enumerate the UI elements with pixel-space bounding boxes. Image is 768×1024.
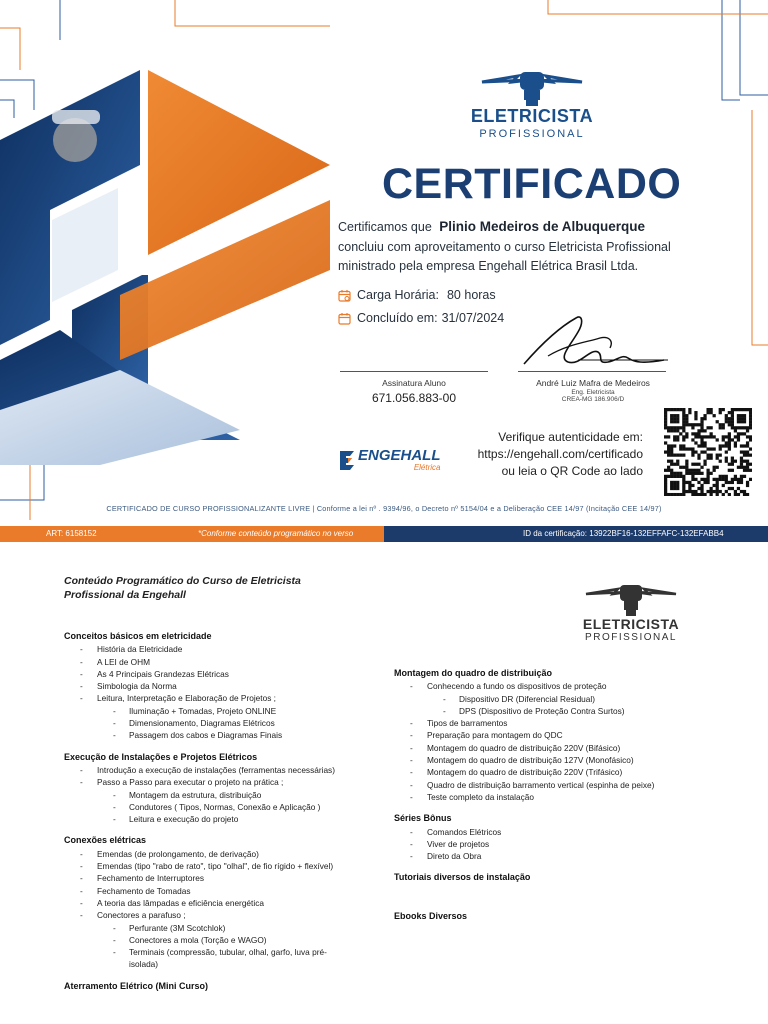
syllabus-item: - Viver de projetos [394,838,694,850]
engehall-logo [338,448,441,472]
syllabus-section [64,980,384,992]
syllabus-item: - Direto da Obra [394,850,694,862]
syllabus-item: - História da Eletricidade [64,643,384,655]
engineer-registration: CREA-MG 186.906/D [561,396,625,403]
syllabus-item: - Montagem do quadro de distribuição 127V (Monofásico) [394,754,694,766]
legal-note: CERTIFICADO DE CURSO PROFISSIONALIZANTE LIVRE | Conforme a lei nº . 9394/96, o Decreto nº 5154/04 e a Deliberação CEE 14/97 (Incitação CEE 14/97) [106,504,662,513]
course-line: concluiu com aproveitamento o curso Eletricista Profissional [338,240,671,254]
syllabus-section-title: Séries Bônus [394,813,452,824]
student-signature-line [340,371,488,372]
workload-row [338,288,496,302]
syllabus-item: - Perfurante (3M Scotchlok) [64,922,384,934]
engehall-sub: Elétrica [413,463,441,472]
syllabus-section-title: Aterramento Elétrico (Mini Curso) [64,980,209,991]
engineer-signature [518,308,668,372]
certify-prefix: Certificamos que [338,220,432,234]
syllabus-item-list [64,764,384,825]
calendar-icon [338,312,351,325]
engineer-name: André Luiz Mafra de Medeiros [536,378,650,388]
workload-label: Carga Horária: [357,288,439,302]
syllabus-item: - Fechamento de Interruptores [64,872,384,884]
completion-row [338,311,504,325]
syllabus-item: - Montagem do quadro de distribuição 220V (Bifásico) [394,742,694,754]
syllabus-section-title: Conceitos básicos em eletricidade [64,631,212,641]
syllabus-section [64,834,384,970]
syllabus-item: - Emendas (tipo "rabo de rato", tipo "olhal", de fio rígido + flexível) [64,860,384,872]
verify-instruction: Verifique autenticidade em: [498,430,643,444]
syllabus-item: - Montagem do quadro de distribuição 220V (Trifásico) [394,766,694,778]
syllabus-item: - DPS (Dispositivo de Proteção Contra Surtos) [394,705,694,717]
student-name: Plinio Medeiros de Albuquerque [439,219,646,234]
engineer-signature-line [518,371,666,372]
verify-link[interactable]: https://engehall.com/certificado [477,447,643,461]
syllabus-item: - Emendas (de prolongamento, de derivação) [64,848,384,860]
engehall-name: ENGEHALL [358,447,441,464]
completion-label: Concluído em: [357,311,438,325]
syllabus-section-title: Execução de Instalações e Projetos Elétricos [64,751,258,762]
syllabus-item: - Terminais (compressão, tubular, olhal, garfo, luva pré-isolada) [64,946,334,971]
certificate-title: CERTIFICADO [382,160,682,208]
workload-value: 80 horas [446,288,496,302]
syllabus-item: - Montagem da estrutura, distribuição [64,789,384,801]
syllabus-section [394,910,694,922]
engineer-role: Eng. Eletricista [571,389,615,396]
completion-value: 31/07/2024 [441,311,505,325]
syllabus-item: - Conhecendo a fundo os dispositivos de proteção [394,680,694,692]
syllabus-section [394,667,694,803]
syllabus-item: - A teoria das lâmpadas e eficiência energética [64,897,384,909]
syllabus-item: - Introdução a execução de instalações (ferramentas necessárias) [64,764,384,776]
fist-lightning-icon [572,580,690,616]
syllabus-item: - Conectores a parafuso ; [64,909,384,921]
fist-lightning-icon [462,66,602,106]
company-line: ministrado pela empresa Engehall Elétrica Brasil Ltda. [338,259,639,273]
syllabus-item: - As 4 Principais Grandezas Elétricas [64,668,384,680]
syllabus-section-title: Ebooks Diversos [394,910,468,921]
syllabus-item: - Passagem dos cabos e Diagramas Finais [64,729,384,741]
syllabus-section [394,871,694,883]
syllabus-page [0,542,768,1024]
syllabus-section [394,812,694,862]
qr-code-icon[interactable] [664,408,752,496]
syllabus-item: - Dimensionamento, Diagramas Elétricos [64,717,384,729]
verify-qr-hint: ou leia o QR Code ao lado [501,464,643,478]
engehall-mark-icon [338,449,356,471]
syllabus-item: - Teste completo da instalação [394,791,694,803]
syllabus-left-column [64,630,384,1018]
certificate-id: ID da certificação: 13922BF16-132EFFAFC-132EFABB4 [523,529,724,538]
syllabus-item: - Simbologia da Norma [64,680,384,692]
syllabus-item: - Preparação para montagem do QDC [394,729,694,741]
syllabus-item: - Leitura e execução do projeto [64,813,384,825]
student-document-number: 671.056.883-00 [371,391,457,405]
syllabus-item: - Iluminação + Tomadas, Projeto ONLINE [64,705,384,717]
syllabus-item-list [394,826,694,863]
syllabus-item-list [64,848,384,971]
syllabus-item-list [64,643,384,741]
syllabus-title-line2: Profissional da Engehall [64,589,186,601]
eletricista-logo [462,66,602,140]
calendar-clock-icon [338,289,351,302]
syllabus-item: - Condutores ( Tipos, Normas, Conexão e Aplicação ) [64,801,384,813]
syllabus-title [64,574,301,602]
syllabus-item: - Conectores a mola (Torção e WAGO) [64,934,384,946]
syllabus-item: - Tipos de barramentos [394,717,694,729]
syllabus-item: - Comandos Elétricos [394,826,694,838]
syllabus-item: - Quadro de distribuição barramento vertical (espinha de peixe) [394,779,694,791]
syllabus-notice: *Conforme conteúdo programático no verso [198,529,354,538]
syllabus-item: - Leitura, Interpretação e Elaboração de Projetos ; [64,692,384,704]
syllabus-item: - Dispositivo DR (Diferencial Residual) [394,693,694,705]
student-signature-label: Assinatura Aluno [382,378,446,388]
syllabus-item: - Passo a Passo para executar o projeto na prática ; [64,776,384,788]
logo-subtitle: PROFISSIONAL [479,128,585,140]
syllabus-item: - A LEI de OHM [64,656,384,668]
logo-title: ELETRICISTA [582,616,680,632]
syllabus-item-list [394,680,694,803]
syllabus-item: - Fechamento de Tomadas [64,885,384,897]
syllabus-section [64,751,384,826]
syllabus-section-title: Conexões elétricas [64,835,147,846]
certify-line [338,219,645,234]
art-number: ART: 6158152 [46,529,97,538]
logo-title: ELETRICISTA [470,106,594,126]
syllabus-title-line1: Conteúdo Programático do Curso de Eletricista [64,575,301,587]
info-bar [0,526,768,542]
hero-artwork [0,70,340,470]
eletricista-logo-gray [572,580,690,643]
syllabus-section [64,630,384,742]
syllabus-section-title: Tutoriais diversos de instalação [394,872,531,883]
syllabus-section-title: Montagem do quadro de distribuição [394,668,553,678]
logo-subtitle: PROFISSIONAL [585,632,677,643]
syllabus-right-column [394,667,694,948]
